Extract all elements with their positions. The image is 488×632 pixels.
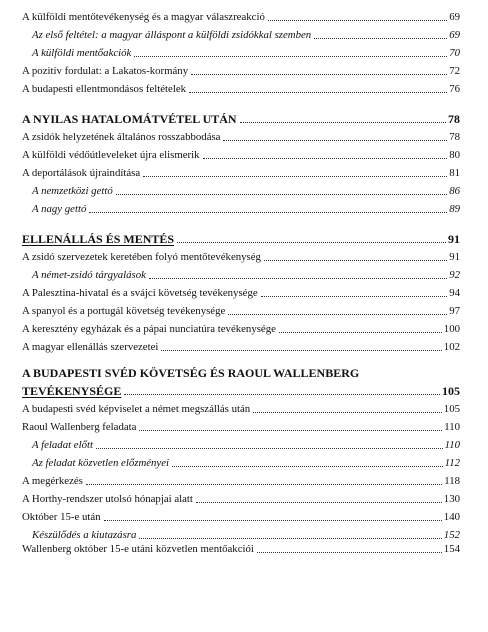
leader-dots — [228, 313, 447, 315]
toc-entry: A budapesti ellentmondásos feltételek 76 — [22, 83, 460, 95]
leader-dots — [264, 259, 447, 261]
toc-entry: Raoul Wallenberg feladata 110 — [22, 421, 460, 433]
leader-dots — [96, 447, 443, 449]
leader-dots — [189, 91, 447, 93]
leader-dots — [149, 277, 447, 279]
toc-entry: A külföldi védőútleveleket újra elismerik 80 — [22, 149, 460, 161]
leader-dots — [223, 139, 447, 141]
toc-entry: A zsidó szervezetek keretében folyó mentőtevékenység 91 — [22, 251, 460, 263]
leader-dots — [116, 193, 447, 195]
toc-subentry: A nemzetközi gettó 86 — [32, 185, 460, 197]
leader-dots — [124, 393, 440, 395]
leader-dots — [240, 121, 446, 123]
leader-dots — [314, 37, 447, 39]
toc-entry: A pozitív fordulat: a Lakatos-kormány 72 — [22, 65, 460, 77]
leader-dots — [196, 501, 442, 503]
toc-entry: Október 15-e után 140 — [22, 511, 460, 523]
toc-section-heading: ELLENÁLLÁS ÉS MENTÉS 91 — [22, 232, 460, 246]
leader-dots — [261, 295, 448, 297]
leader-dots — [89, 211, 447, 213]
toc-entry: A zsidók helyzetének általános rosszabbodása 78 — [22, 131, 460, 143]
toc-subentry: A feladat előtt 110 — [32, 439, 460, 451]
leader-dots — [257, 551, 442, 553]
leader-dots — [86, 483, 442, 485]
toc-entry: A magyar ellenállás szervezetei 102 — [22, 341, 460, 353]
toc-subentry: Az feladat közvetlen előzményei 112 — [32, 457, 460, 469]
toc-entry: Wallenberg október 15-e utáni közvetlen mentőakciói 154 — [22, 543, 460, 555]
toc-subentry: Készülődés a kiutazásra 152 — [32, 529, 460, 541]
leader-dots — [139, 537, 441, 539]
leader-dots — [191, 73, 447, 75]
leader-dots — [134, 55, 447, 57]
toc-subentry: A külföldi mentőakciók 70 — [32, 47, 460, 59]
leader-dots — [161, 349, 441, 351]
leader-dots — [177, 241, 446, 243]
leader-dots — [143, 175, 447, 177]
toc-entry: A spanyol és a portugál követség tevékenysége 97 — [22, 305, 460, 317]
toc-section-heading-line1: A BUDAPESTI SVÉD KÖVETSÉG ÉS RAOUL WALLENBERG — [22, 366, 360, 380]
toc-subentry: A német-zsidó tárgyalások 92 — [32, 269, 460, 281]
leader-dots — [139, 429, 442, 431]
leader-dots — [253, 411, 442, 413]
toc-entry: A deportálások újraindítása 81 — [22, 167, 460, 179]
leader-dots — [172, 465, 443, 467]
toc-entry: A Horthy-rendszer utolsó hónapjai alatt 130 — [22, 493, 460, 505]
toc-entry: A külföldi mentőtevékenység és a magyar válaszreakció 69 — [22, 11, 460, 23]
leader-dots — [203, 157, 448, 159]
toc-entry: A Palesztina-hivatal és a svájci követség tevékenysége 94 — [22, 287, 460, 299]
toc-section-heading: A NYILAS HATALOMÁTVÉTEL UTÁN 78 — [22, 112, 460, 126]
leader-dots — [279, 331, 442, 333]
leader-dots — [268, 19, 447, 21]
toc-section-heading: TEVÉKENYSÉGE 105 — [22, 384, 460, 398]
toc-entry: A megérkezés 118 — [22, 475, 460, 487]
toc-subentry: Az első feltétel: a magyar álláspont a külföldi zsidókkal szemben 69 — [32, 29, 460, 41]
toc-subentry: A nagy gettó 89 — [32, 203, 460, 215]
toc-entry: A budapesti svéd képviselet a német megszállás után 105 — [22, 403, 460, 415]
leader-dots — [104, 519, 442, 521]
toc-entry: A keresztény egyházak és a pápai nunciatúra tevékenysége 100 — [22, 323, 460, 335]
